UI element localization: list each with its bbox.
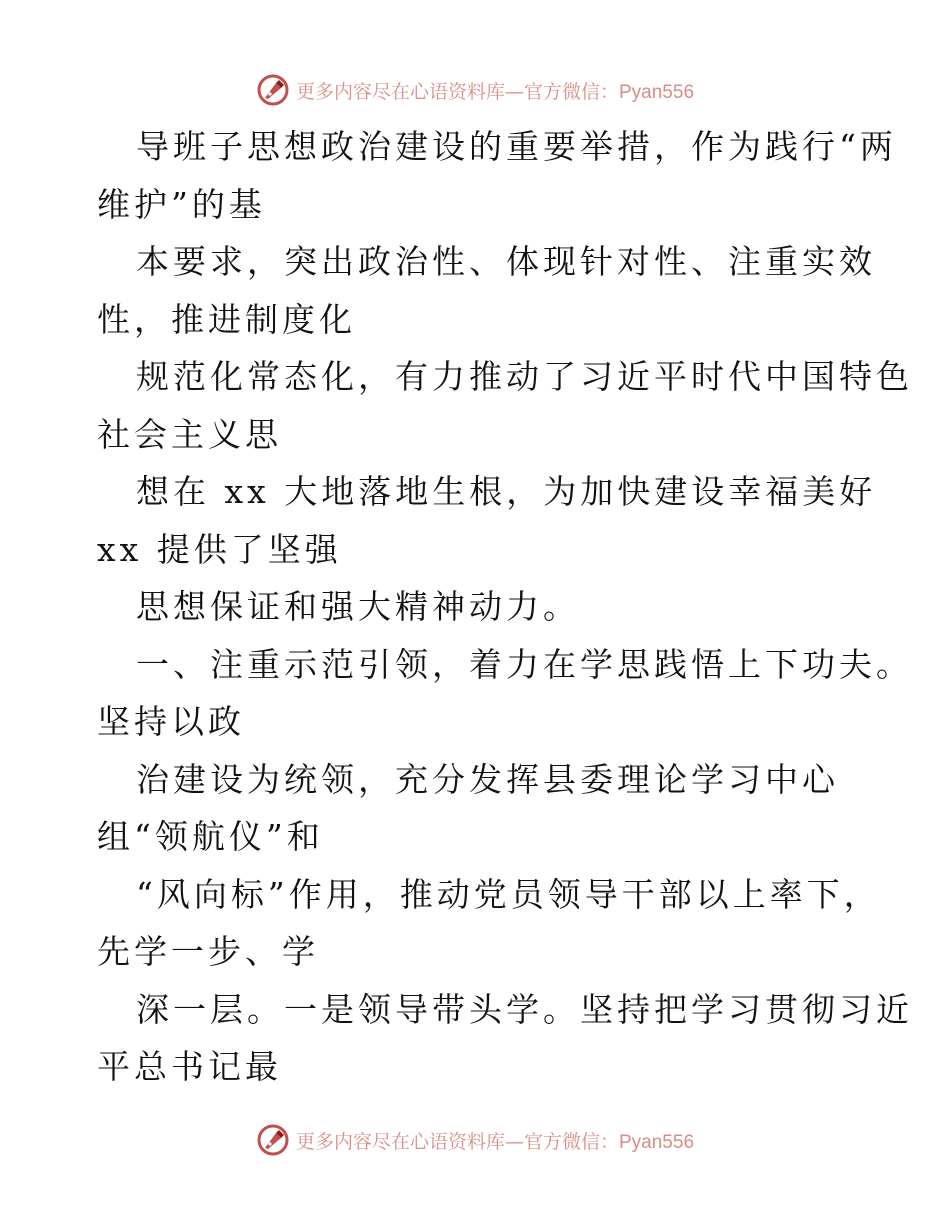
header-watermark [0,70,950,110]
body-line: 社会主义思 [97,414,282,454]
body-line: 维护”的基 [97,184,266,224]
footer-watermark [0,1120,950,1160]
body-line: 规范化常态化，有力推动了习近平时代中国特色 [136,357,913,396]
body-line: 治建设为统领，充分发挥县委理论学习中心 [136,759,839,799]
body-line: 想在 xx 大地落地生根，为加快建设幸福美好 [136,472,877,511]
body-line: xx 提供了坚强 [97,529,342,569]
body-line: 平总书记最 [97,1047,282,1086]
pen-nib-logo-icon [256,73,290,107]
body-line: 先学一步、学 [97,932,319,971]
body-line: 组“领航仪”和 [97,817,324,856]
body-line: 坚持以政 [97,702,245,741]
body-line: “风向标”作用，推动党员领导干部以上率下， [136,874,881,914]
body-line: 思想保证和强大精神动力。 [136,587,580,626]
body-line: 本要求，突出政治性、体现针对性、注重实效 [136,242,876,281]
watermark-text: 更多内容尽在心语资料库—官方微信：Pyan556 [295,1130,695,1153]
body-line: 导班子思想政治建设的重要举措，作为践行“两 [136,127,897,166]
body-line: 一、注重示范引领，着力在学思践悟上下功夫。 [136,644,913,684]
pen-nib-logo-icon [256,1123,290,1157]
body-line: 性，推进制度化 [97,299,356,339]
body-line: 深一层。一是领导带头学。坚持把学习贯彻习近 [136,989,913,1029]
document-body [97,118,913,1096]
watermark-text: 更多内容尽在心语资料库—官方微信：Pyan556 [295,80,695,103]
